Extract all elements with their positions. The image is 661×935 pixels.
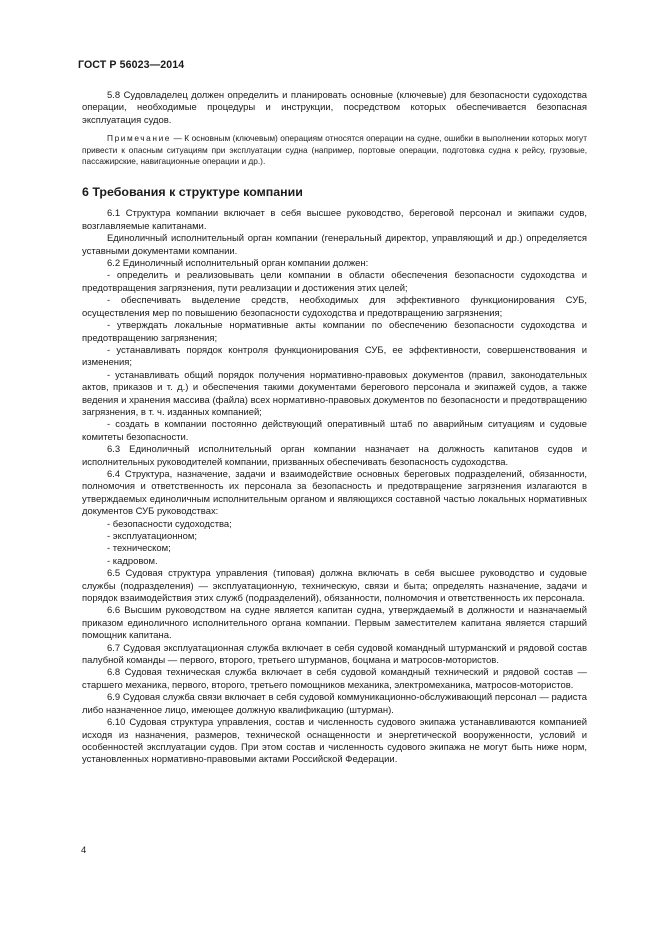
page-number: 4 bbox=[81, 845, 87, 856]
list-item: - обеспечивать выделение средств, необходимых для эффективного функционирования СУБ, осуществления мер по повышению безопасности судоходства и предотвращению загрязнения; bbox=[82, 295, 587, 319]
list-item: - техническом; bbox=[107, 543, 171, 555]
list-item: - определить и реализовывать цели компании в области обеспечения безопасности судоходства и предотвращения загрязнения, пути реализации и достижения этих целей; bbox=[82, 270, 587, 294]
list-item: - безопасности судоходства; bbox=[107, 518, 232, 530]
clause-6-3: 6.3 Единоличный исполнительный орган компании назначает на должность капитанов судов и исполнительных руководителей компании, призванных обеспечивать безопасность судоходства. bbox=[82, 444, 587, 468]
list-item: - кадровом. bbox=[107, 555, 158, 567]
clause-6-1-b: Единоличный исполнительный орган компании (генеральный директор, управляющий и др.) определяется уставными документами компании. bbox=[82, 233, 587, 257]
clause-6-5: 6.5 Судовая структура управления (типовая) должна включать в себя высшее руководство и судовые службы (подразделения) — эксплуатационную, техническую, связи и быта; определять назначение, задачи и порядок взаимодействия этих служб (подразделений), обязанности, полномочия и ответственность их персонала. bbox=[82, 568, 587, 605]
clause-6-4: 6.4 Структура, назначение, задачи и взаимодействие основных береговых подразделений, обязанности, полномочия и ответственность их персонала за безопасность и предотвращение загрязнения излагаются в утверждаемых единоличным исполнительным органом и являющихся составной частью локальных нормативных документов СУБ руководствах: bbox=[82, 468, 587, 518]
clause-6-6: 6.6 Высшим руководством на судне является капитан судна, утверждаемый в должности и назначаемый приказом единоличного исполнительного органа компании. Первым заместителем капитана является старший помощник капитана. bbox=[82, 605, 587, 642]
note-text: — К основным (ключевым) операциям относятся операции на судне, ошибки в выполнении которых могут привести к опасным ситуациям при эксплуатации судна (например, портовые операции, подготовка судна к рейсу, грузовые, пассажирские, навигационные операции и др.). bbox=[82, 133, 587, 167]
list-item: - эксплуатационном; bbox=[107, 531, 197, 542]
list-item: - устанавливать порядок контроля функционирования СУБ, ее эффективности, совершенствования и изменения; bbox=[82, 344, 587, 369]
list-item: - создать в компании постоянно действующий оперативный штаб по аварийным ситуациям и судовые комитеты безопасности. bbox=[82, 419, 587, 443]
clause-6-10: 6.10 Судовая структура управления, состав и численность судового экипажа устанавливаются компанией исходя из назначения, размеров, технической оснащенности и энергетической вооруженности, условий и особенностей эксплуатации судов. При этом состав и численность судового экипажа не могут быть ниже норм, установленных нормативно-правовыми актами Российской Федерации. bbox=[82, 717, 587, 766]
clause-6-9: 6.9 Судовая служба связи включает в себя судовой коммуникационно-обслуживающий персонал — радиста либо назначенное лицо, имеющее должную квалификацию (штурман). bbox=[82, 692, 587, 716]
clause-5-8: 5.8 Судовладелец должен определить и планировать основные (ключевые) для безопасности судоходства операции, необходимые процедуры и инструкции, посредством которых обеспечивается безопасная эксплуатация судов. bbox=[82, 90, 587, 126]
list-item: - утверждать локальные нормативные акты компании по обеспечению безопасности судоходства и предотвращению загрязнения; bbox=[82, 320, 587, 344]
clause-6-1: 6.1 Структура компании включает в себя высшее руководство, береговой персонал и экипажи судов, возглавляемые капитанами. bbox=[82, 208, 587, 232]
standard-header: ГОСТ Р 56023—2014 bbox=[78, 59, 185, 71]
note-label: Примечание bbox=[107, 133, 172, 144]
clause-6-7: 6.7 Судовая эксплуатационная служба включает в себя судовой командный штурманский и рядовой состав палубной команды — первого, второго, третьего штурманов, боцмана и матросов-мотористов. bbox=[82, 642, 587, 667]
clause-6-8: 6.8 Судовая техническая служба включает в себя судовой командный технический и рядовой состав — старшего механика, первого, второго, третьего помощников механика, электромеханика, матросов-мотористов. bbox=[82, 667, 587, 691]
list-item: - устанавливать общий порядок получения нормативно-правовых документов (правил, законодательных актов, приказов и т. д.) и обеспечения такими документами берегового персонала и экипажей судов, а также ведения и хранения массива (файла) всех нормативно-правовых документов по безопасности и предотвращению загрязнения, в т. ч. изданных компанией; bbox=[82, 369, 587, 418]
note bbox=[82, 133, 587, 167]
section-title: 6 Требования к структуре компании bbox=[82, 185, 303, 200]
document-body bbox=[82, 90, 587, 767]
clause-6-2: 6.2 Единоличный исполнительный орган компании должен: bbox=[107, 258, 369, 270]
